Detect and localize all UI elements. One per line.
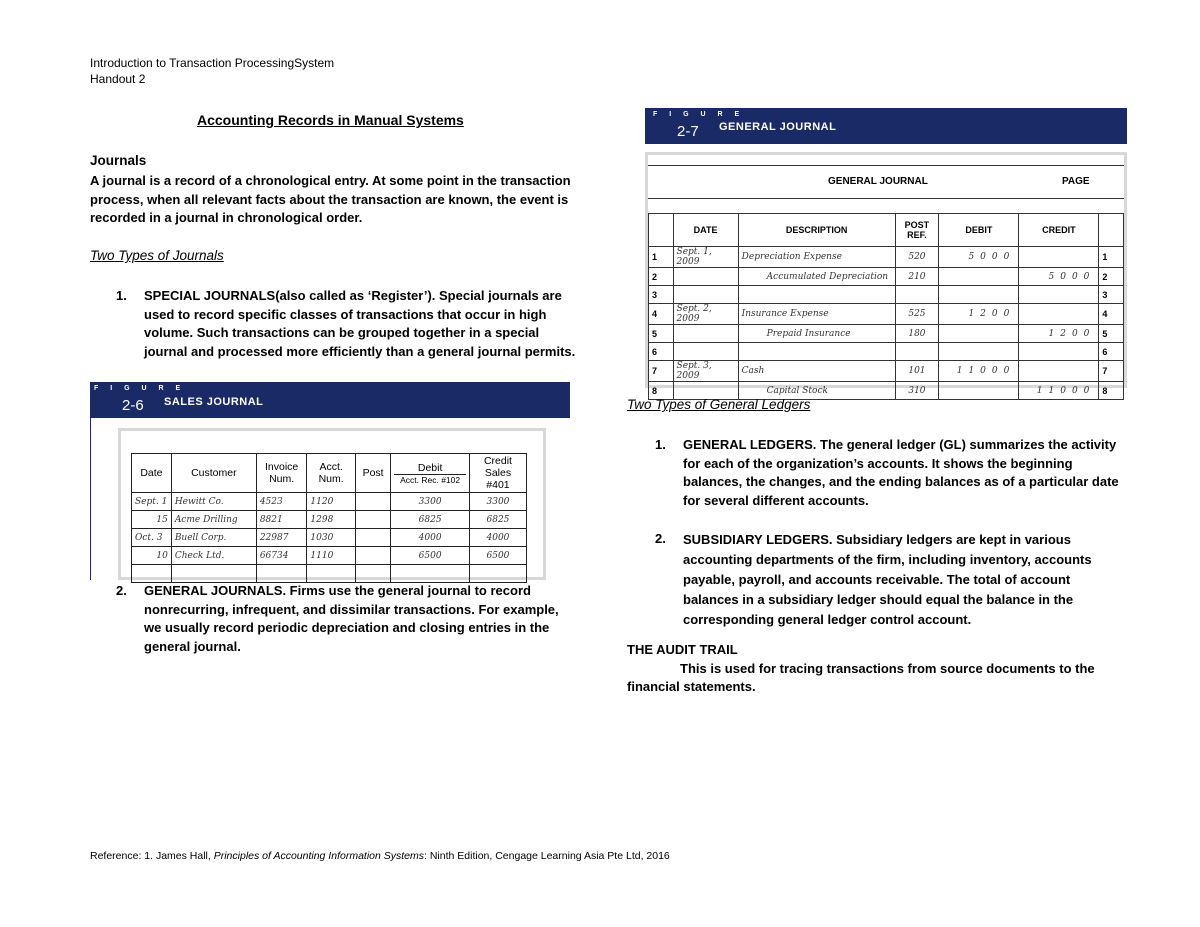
col-header: POST REF. (895, 214, 939, 247)
debit-subheader: Acct. Rec. #102 (394, 474, 466, 485)
item-line: for each of the organization’s accounts. It shows the beginning (683, 455, 1073, 471)
cell: 4 (1099, 304, 1124, 325)
cell (939, 382, 1019, 400)
cell: 15 (132, 511, 172, 529)
cell: 1200 (939, 304, 1019, 325)
cell: Sept. 1 (132, 493, 172, 511)
audit-trail-line2: financial statements. (627, 679, 756, 694)
item-line: we usually record periodic depreciation and closing entries in the (144, 620, 550, 635)
cell: 4000 (391, 529, 470, 547)
cell: 3300 (469, 493, 526, 511)
cell (1019, 247, 1099, 268)
cell: Buell Corp. (171, 529, 256, 547)
cell (1019, 286, 1099, 304)
figure-number: 2-7 (677, 123, 699, 140)
item-line: SUBSIDIARY LEDGERS. Subsidiary ledgers are kept in various (683, 532, 1071, 547)
cell: 8821 (256, 511, 307, 529)
list-number: 2. (655, 531, 666, 546)
item-line: GENERAL LEDGERS. The general ledger (GL) summarizes the activity (683, 437, 1117, 452)
cell: Hewitt Co. (171, 493, 256, 511)
cell: 101 (895, 361, 939, 382)
cell: 2 (649, 268, 674, 286)
list-number: 1. (655, 437, 666, 452)
col-header: DEBIT (939, 214, 1019, 247)
cell: 10 (132, 547, 172, 565)
header-handout: Handout 2 (90, 72, 146, 86)
cell (738, 286, 895, 304)
cell: 1110 (307, 547, 355, 565)
table-row (132, 565, 527, 583)
cell (939, 268, 1019, 286)
table-row (132, 493, 527, 511)
subsidiary-ledgers-item (655, 530, 1135, 626)
cell: Capital Stock (738, 382, 895, 400)
cell: 6 (1099, 343, 1124, 361)
reference-book: Principles of Accounting Information Systems (213, 850, 425, 862)
cell: 1298 (307, 511, 355, 529)
doc-header (90, 55, 334, 87)
cell: 1030 (307, 529, 355, 547)
cell: Cash (738, 361, 895, 382)
list-number: 1. (116, 288, 127, 303)
cell: 7 (1099, 361, 1124, 382)
general-journal-table (648, 213, 1124, 400)
definition-line: process, when all relevant facts about the transaction are known, the event is (90, 191, 569, 207)
reference-suffix: : Ninth Edition, Cengage Learning Asia Pte Ltd, 2016 (424, 850, 670, 862)
cell: Acme Drilling (171, 511, 256, 529)
cell: 6825 (469, 511, 526, 529)
cell: Sept. 1, 2009 (673, 247, 738, 268)
cell: 4523 (256, 493, 307, 511)
item-line: used to record specific classes of transactions that occur in high (144, 306, 547, 322)
item-line: balances in a subsidiary ledger should equal the balance in the (683, 592, 1074, 607)
cell (939, 343, 1019, 361)
cell: 1 (649, 247, 674, 268)
table-row (649, 343, 1124, 361)
cell: 210 (895, 268, 939, 286)
cell: 520 (895, 247, 939, 268)
item-line: volume. Such transactions can be grouped together in a special (144, 325, 540, 340)
sales-journal-frame (118, 428, 546, 580)
item-line: payable, payroll, and accounts receivable. The total of account (683, 572, 1071, 587)
cell: 5000 (1019, 268, 1099, 286)
table-row (649, 247, 1124, 268)
page-title: Accounting Records in Manual Systems (197, 112, 464, 128)
item-line: general journal. (144, 638, 241, 654)
journals-heading: Journals (90, 153, 147, 168)
cell: 11000 (1019, 382, 1099, 400)
table-row (132, 529, 527, 547)
definition-line: recorded in a journal in chronological order. (90, 210, 363, 225)
sales-journal-table (131, 453, 527, 583)
cell (895, 286, 939, 304)
cell (738, 343, 895, 361)
item-line: journal and processed more efficiently than a general journal permits. (144, 343, 576, 359)
audit-trail-line1: This is used for tracing transactions from source documents to the (680, 661, 1095, 676)
col-header: Post (355, 454, 391, 493)
cell: 3300 (391, 493, 470, 511)
special-journals-item (116, 287, 596, 363)
cell: 310 (895, 382, 939, 400)
table-row (649, 286, 1124, 304)
cell (355, 493, 391, 511)
cell (355, 511, 391, 529)
audit-trail-heading: THE AUDIT TRAIL (627, 642, 738, 657)
debit-header (391, 454, 470, 493)
figure-label: F I G U R E (94, 385, 186, 392)
cell: Depreciation Expense (738, 247, 895, 268)
cell: 22987 (256, 529, 307, 547)
definition-line: A journal is a record of a chronological entry. At some point in the transaction (90, 173, 571, 188)
item-line: accounting departments of the firm, including inventory, accounts (683, 552, 1092, 567)
header-course-title: Introduction to Transaction ProcessingSystem (90, 56, 335, 70)
figure-border (90, 418, 91, 580)
cell: 2 (1099, 268, 1124, 286)
cell (673, 343, 738, 361)
cell (1019, 361, 1099, 382)
cell: 525 (895, 304, 939, 325)
item-line: for several different accounts. (683, 492, 869, 508)
col-header: Customer (171, 454, 256, 493)
table-row (649, 361, 1124, 382)
sales-journal-figure-banner (90, 382, 570, 418)
gj-title-bar (648, 165, 1124, 199)
cell: Check Ltd. (171, 547, 256, 565)
journal-definition (90, 172, 610, 228)
item-line: SPECIAL JOURNALS(also called as ‘Register’). Special journals are (144, 288, 562, 303)
col-header: Credit Sales #401 (469, 454, 526, 493)
cell: 6825 (391, 511, 470, 529)
item-line: GENERAL JOURNALS. Firms use the general journal to record (144, 583, 531, 598)
general-journals-item (116, 582, 596, 658)
cell (355, 529, 391, 547)
cell: 6 (649, 343, 674, 361)
item-line: corresponding general ledger control account. (683, 612, 972, 627)
cell: Oct. 3 (132, 529, 172, 547)
list-number: 2. (116, 583, 127, 598)
gj-page-label: PAGE (1062, 176, 1090, 187)
table-row (649, 268, 1124, 286)
journal-types-heading: Two Types of Journals (90, 248, 224, 263)
cell: 1200 (1019, 325, 1099, 343)
cell: 4 (649, 304, 674, 325)
reference-note (90, 850, 670, 862)
cell: 5000 (939, 247, 1019, 268)
cell: 8 (649, 382, 674, 400)
col-header: CREDIT (1019, 214, 1099, 247)
cell: 1120 (307, 493, 355, 511)
cell (673, 268, 738, 286)
item-line: balances, the changes, and the ending balances as of a particular date (683, 474, 1119, 489)
col-header: Invoice Num. (256, 454, 307, 493)
general-journal-frame (645, 152, 1127, 396)
table-row (649, 304, 1124, 325)
col-header: Debit (417, 461, 443, 474)
ledger-types-heading: Two Types of General Ledgers (627, 397, 811, 412)
figure-number: 2-6 (122, 397, 144, 414)
figure-name: SALES JOURNAL (164, 396, 264, 408)
cell: 6500 (469, 547, 526, 565)
cell: 8 (1099, 382, 1124, 400)
table-row (649, 325, 1124, 343)
cell: 4000 (469, 529, 526, 547)
table-row (132, 547, 527, 565)
col-header: DESCRIPTION (738, 214, 895, 247)
cell: 5 (1099, 325, 1124, 343)
reference-prefix: Reference: 1. James Hall, (90, 850, 214, 862)
cell: 66734 (256, 547, 307, 565)
figure-name: GENERAL JOURNAL (719, 121, 837, 133)
figure-label: F I G U R E (653, 111, 745, 118)
item-line: nonrecurring, infrequent, and dissimilar transactions. For example, (144, 601, 559, 617)
cell: 1 (1099, 247, 1124, 268)
cell (673, 286, 738, 304)
cell: Insurance Expense (738, 304, 895, 325)
cell: Accumulated Depreciation (738, 268, 895, 286)
col-header: Date (132, 454, 172, 493)
cell: 180 (895, 325, 939, 343)
cell: 3 (1099, 286, 1124, 304)
col-header: DATE (673, 214, 738, 247)
table-row (132, 511, 527, 529)
cell (939, 325, 1019, 343)
cell (673, 325, 738, 343)
cell: Prepaid Insurance (738, 325, 895, 343)
cell: 11000 (939, 361, 1019, 382)
cell: Sept. 3, 2009 (673, 361, 738, 382)
cell (895, 343, 939, 361)
general-ledgers-item (655, 436, 1135, 512)
cell (939, 286, 1019, 304)
cell: Sept. 2, 2009 (673, 304, 738, 325)
gj-title: GENERAL JOURNAL (828, 176, 928, 187)
cell (355, 547, 391, 565)
cell: 5 (649, 325, 674, 343)
cell: 6500 (391, 547, 470, 565)
cell: 7 (649, 361, 674, 382)
cell (1019, 343, 1099, 361)
col-header: Acct. Num. (307, 454, 355, 493)
general-journal-figure-banner (645, 108, 1127, 144)
cell: 3 (649, 286, 674, 304)
cell (1019, 304, 1099, 325)
